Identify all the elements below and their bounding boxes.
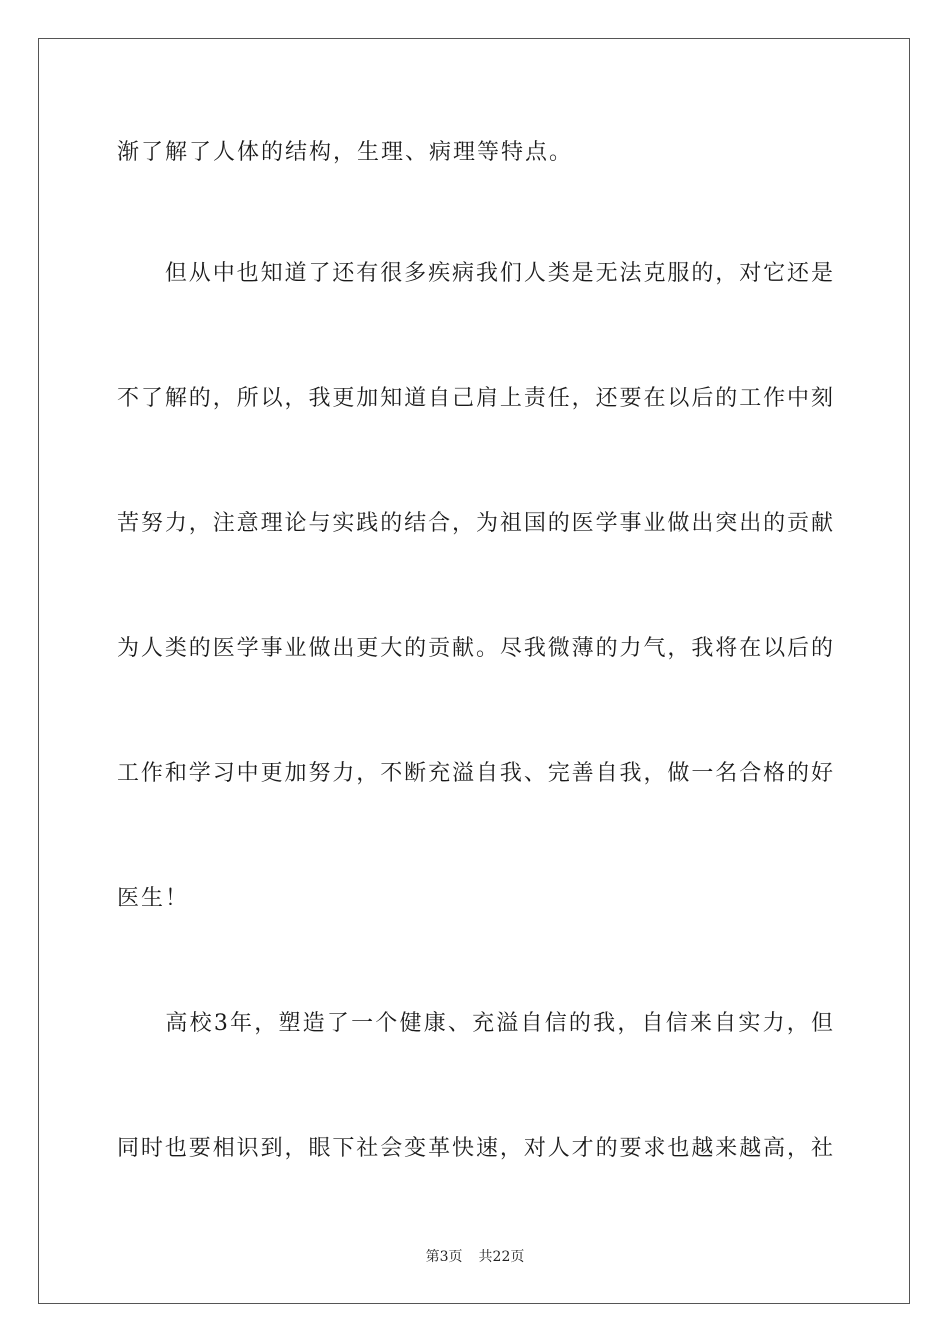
- text-line-9: 同时也要相识到，眼下社会变革快速，对人才的要求也越来越高，社: [117, 1136, 833, 1161]
- page-total: 共22页: [478, 1249, 525, 1265]
- text-line-6: 工作和学习中更加努力，不断充溢自我、完善自我，做一名合格的好: [117, 761, 833, 786]
- page-border: [38, 38, 910, 1304]
- text-line-8: 高校3年，塑造了一个健康、充溢自信的我，自信来自实力，但: [117, 1011, 833, 1036]
- text-line-2: 但从中也知道了还有很多疾病我们人类是无法克服的，对它还是: [117, 261, 833, 286]
- text-line-7: 医生！: [117, 886, 190, 911]
- page-footer: [0, 1248, 950, 1266]
- text-line-4: 苦努力，注意理论与实践的结合，为祖国的医学事业做出突出的贡献: [117, 511, 833, 536]
- text-line-5: 为人类的医学事业做出更大的贡献。尽我微薄的力气，我将在以后的: [117, 636, 833, 661]
- text-line-1: 渐了解了人体的结构，生理、病理等特点。: [117, 140, 574, 165]
- text-line-3: 不了解的，所以，我更加知道自己肩上责任，还要在以后的工作中刻: [117, 386, 833, 411]
- page-number: 第3页: [425, 1249, 463, 1265]
